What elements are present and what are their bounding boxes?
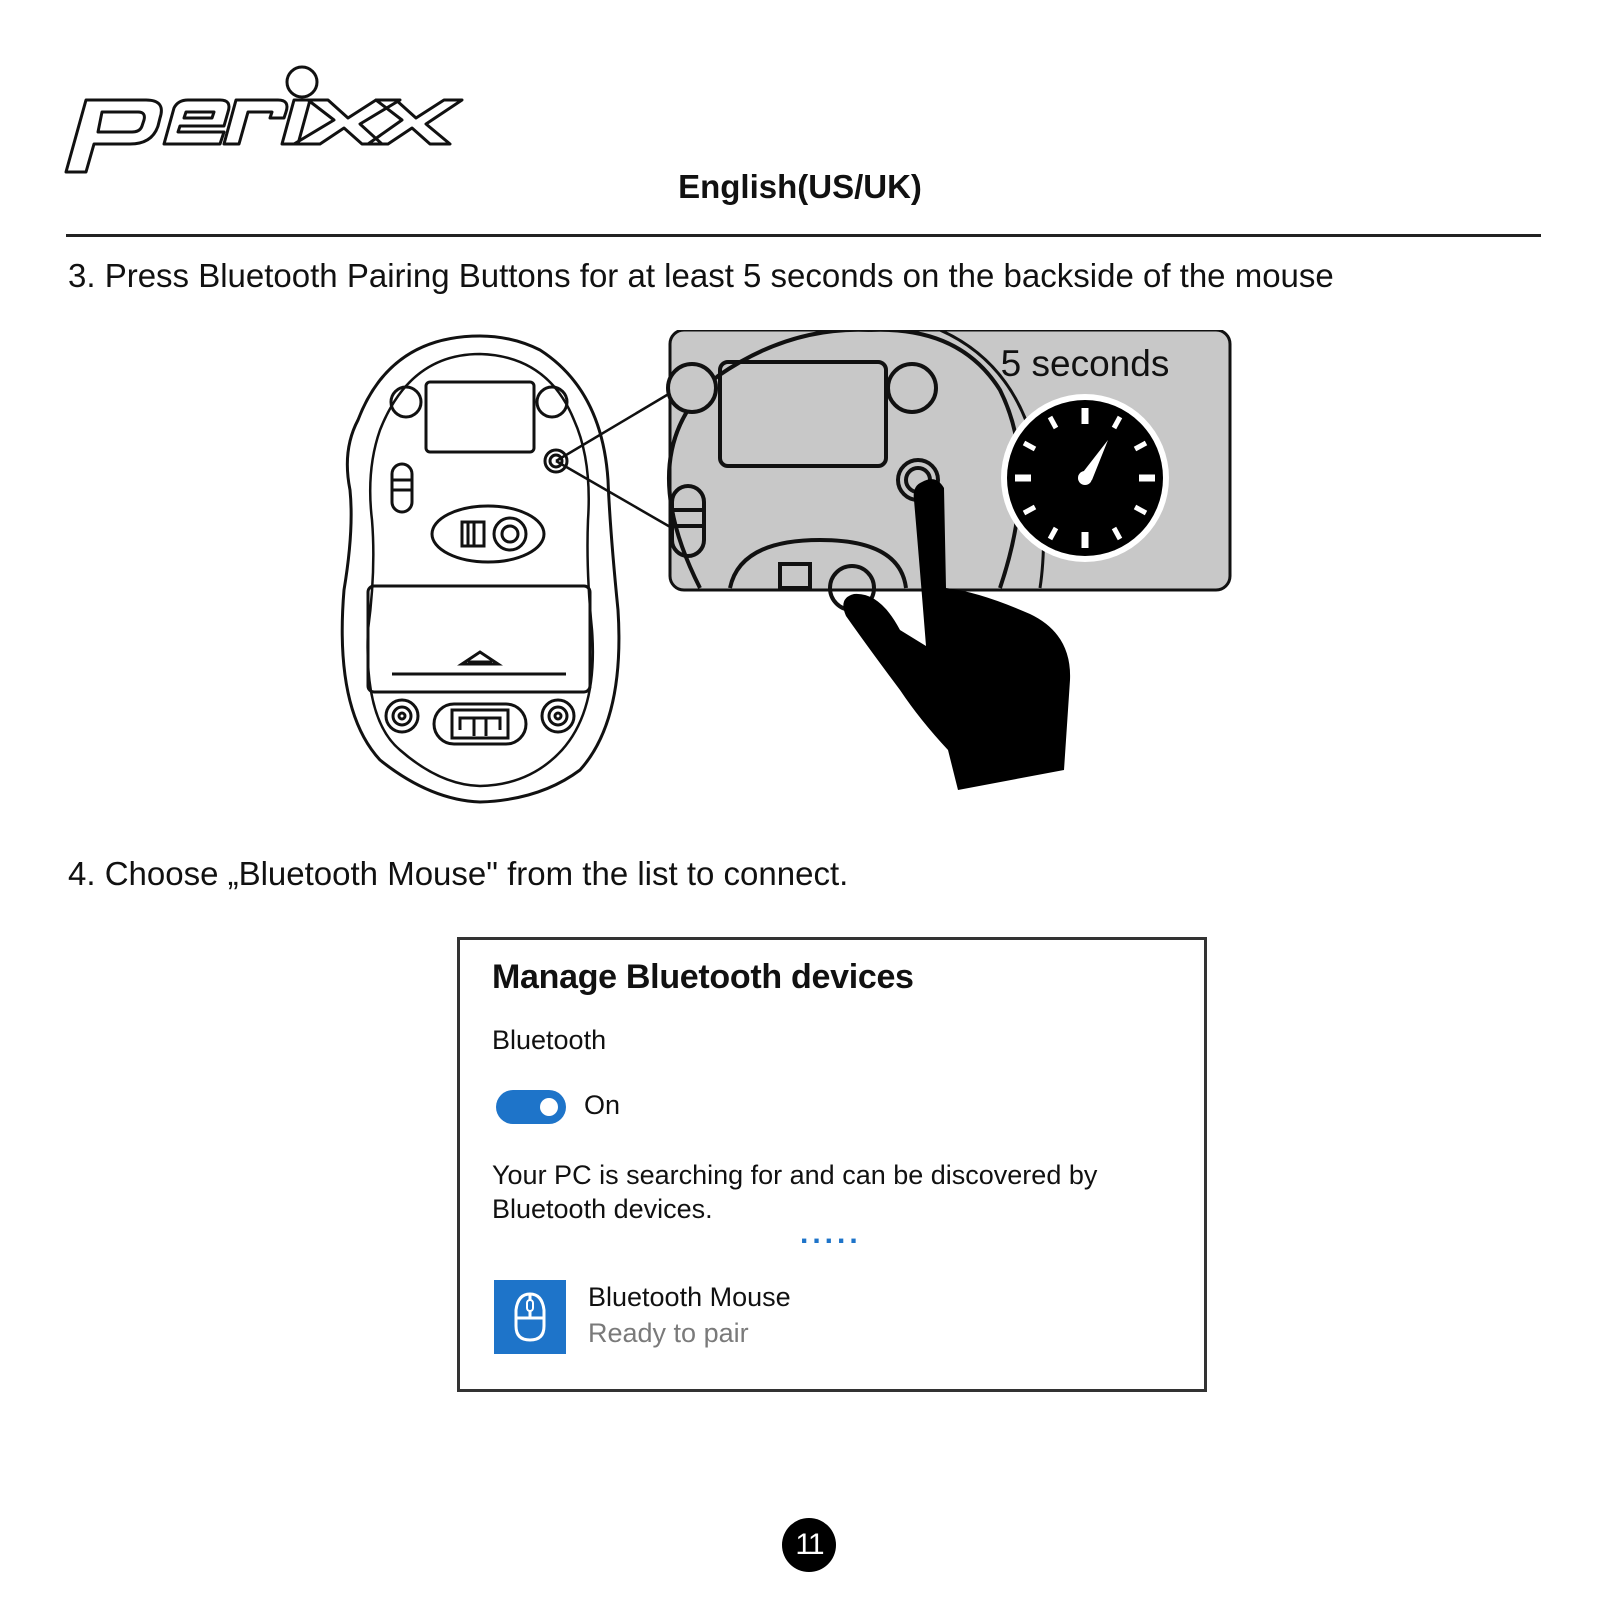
bluetooth-label: Bluetooth xyxy=(492,1025,607,1055)
panel-title: Manage Bluetooth devices xyxy=(492,958,914,996)
mouse-icon xyxy=(494,1280,566,1354)
toggle-state-label: On xyxy=(584,1090,621,1120)
language-heading: English(US/UK) xyxy=(678,168,922,205)
timer-dial xyxy=(1001,394,1169,562)
device-status: Ready to pair xyxy=(588,1318,749,1348)
bluetooth-settings-panel xyxy=(457,937,1207,1392)
mouse-underside xyxy=(342,336,619,802)
device-name: Bluetooth Mouse xyxy=(588,1282,791,1312)
timer-label: 5 seconds xyxy=(1000,343,1170,384)
mouse-pairing-illustration xyxy=(340,330,1280,815)
searching-indicator: ..... xyxy=(800,1217,862,1250)
discovery-status-text: Your PC is searching for and can be discovered by Bluetooth devices. xyxy=(492,1160,1098,1224)
perixx-logo xyxy=(64,60,464,180)
page-number-badge: 11 xyxy=(782,1518,836,1572)
step-4-instruction: 4. Choose „Bluetooth Mouse" from the list to connect. xyxy=(68,855,849,892)
toggle-knob xyxy=(540,1098,558,1116)
header-divider xyxy=(66,234,1541,237)
device-list-item-bluetooth-mouse[interactable] xyxy=(494,1280,914,1360)
step-3-instruction: 3. Press Bluetooth Pairing Buttons for at least 5 seconds on the backside of the mouse xyxy=(68,257,1334,294)
bluetooth-toggle[interactable] xyxy=(496,1090,566,1124)
